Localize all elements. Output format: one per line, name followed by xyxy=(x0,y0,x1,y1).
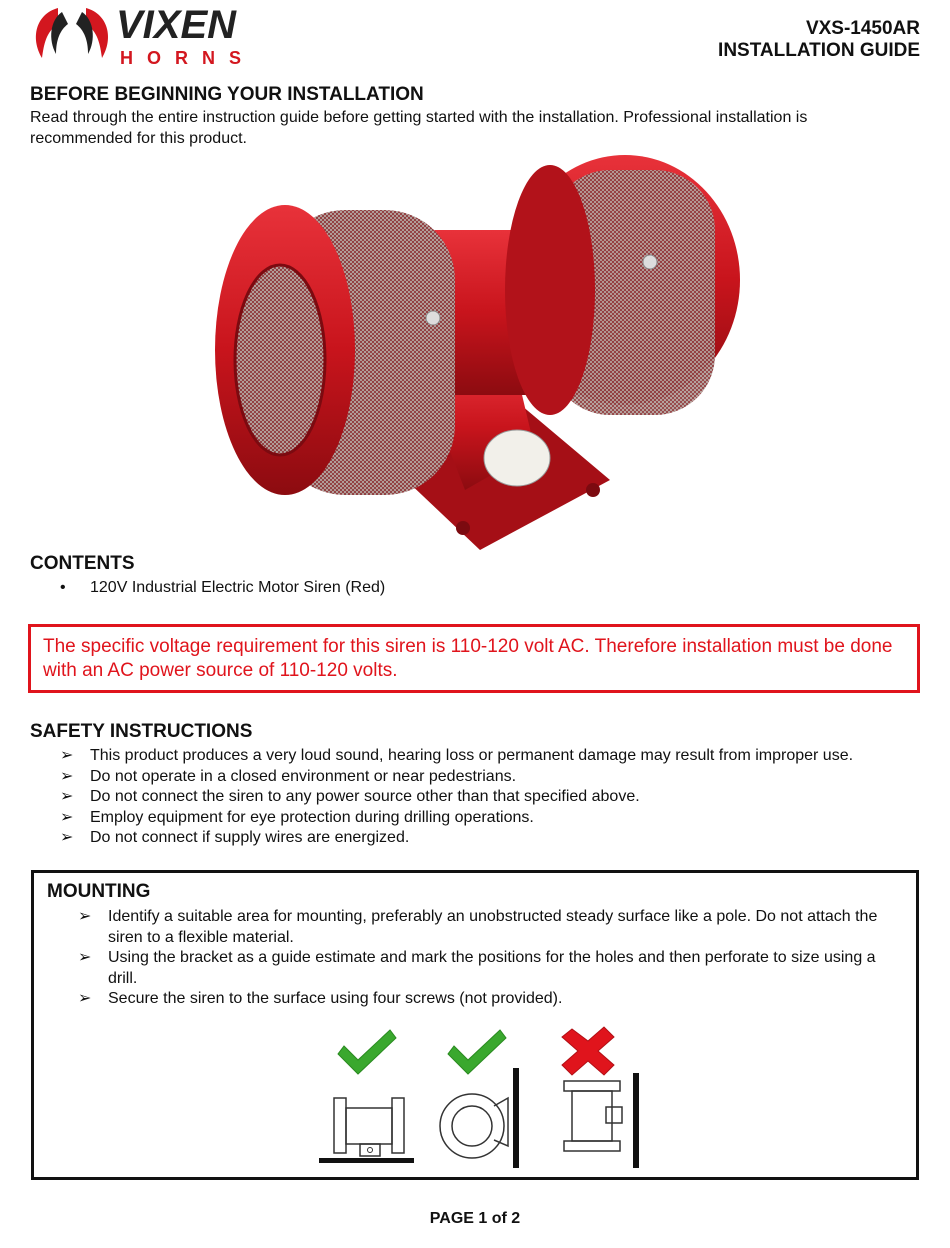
list-item: ➢ Do not connect the siren to any power source other than that specified above. xyxy=(60,787,920,808)
cross-icon xyxy=(562,1027,614,1075)
safety-title: SAFETY INSTRUCTIONS xyxy=(30,721,253,742)
list-item: ➢ Employ equipment for eye protection during drilling operations. xyxy=(60,808,920,829)
arrow-bullet-icon: ➢ xyxy=(78,949,92,966)
voltage-warning-text: The specific voltage requirement for this siren is 110-120 volt AC. Therefore installation must be done with an AC power source of 110-120 volts. xyxy=(43,636,893,681)
list-item: • 120V Industrial Electric Motor Siren (Red) xyxy=(60,578,920,599)
model-number: VXS-1450AR xyxy=(805,18,920,39)
vixen-horns-logo xyxy=(28,0,288,70)
mounting-diagram-wall-upright xyxy=(554,1023,644,1173)
arrow-bullet-icon: ➢ xyxy=(60,829,74,846)
mounting-diagram-floor xyxy=(314,1028,419,1173)
mounting-title: MOUNTING xyxy=(47,881,151,902)
safety-list xyxy=(60,746,920,849)
check-icon xyxy=(448,1030,506,1074)
contents-title: CONTENTS xyxy=(30,553,135,574)
document-id xyxy=(718,18,920,62)
intro-title: BEFORE BEGINNING YOUR INSTALLATION xyxy=(30,84,424,105)
arrow-bullet-icon: ➢ xyxy=(60,808,74,826)
list-item: ➢ Using the bracket as a guide estimate and mark the positions for the holes and then perforate to size using a drill. xyxy=(78,949,876,987)
logo-wordmark-vixen: VIXEN xyxy=(116,3,237,47)
list-item: ➢ Secure the siren to the surface using four screws (not provided). xyxy=(78,989,908,1010)
arrow-bullet-icon: ➢ xyxy=(60,767,74,785)
logo-wordmark-horns: HORNS xyxy=(120,48,256,68)
list-item: ➢ This product produces a very loud sound, hearing loss or permanent damage may result from improper use. xyxy=(60,746,920,767)
check-icon xyxy=(338,1030,396,1074)
arrow-bullet-icon: ➢ xyxy=(60,788,74,805)
mounting-list xyxy=(78,907,908,1010)
page-number: PAGE 1 of 2 xyxy=(429,1210,521,1227)
list-item: ➢ Do not operate in a closed environment or near pedestrians. xyxy=(60,767,920,788)
document-title: INSTALLATION GUIDE xyxy=(718,40,920,61)
mounting-diagram-wall-side xyxy=(434,1028,524,1173)
arrow-bullet-icon: ➢ xyxy=(78,908,92,925)
siren-product-image xyxy=(215,150,745,555)
voltage-warning-box xyxy=(28,624,920,693)
intro-text: Read through the entire instruction guide before getting started with the installation. Professional installation is recommended for this product. xyxy=(30,109,808,147)
arrow-bullet-icon: ➢ xyxy=(78,990,92,1007)
contents-list xyxy=(60,578,920,599)
arrow-bullet-icon: ➢ xyxy=(60,747,74,764)
list-item: ➢ Identify a suitable area for mounting, preferably an unobstructed steady surface like a pole. Do not attach the siren to a flexible material. xyxy=(78,908,878,946)
bullet-marker: • xyxy=(60,579,66,596)
list-item: ➢ Do not connect if supply wires are energized. xyxy=(60,828,920,849)
mounting-box xyxy=(31,870,919,1180)
